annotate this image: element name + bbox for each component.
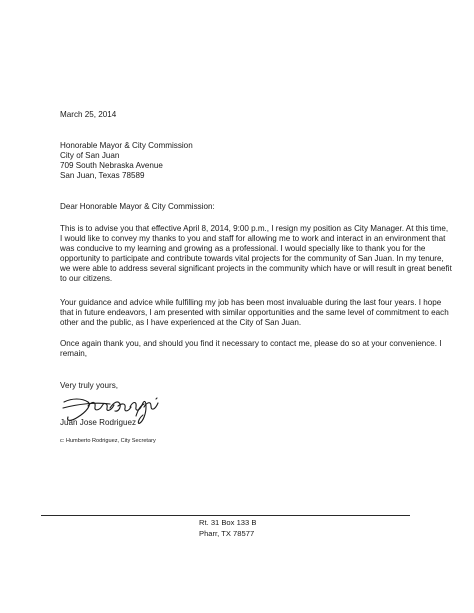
recipient-line: City of San Juan: [60, 151, 120, 160]
footer-address-line-2: Pharr, TX 78577: [199, 529, 255, 538]
cc-line: c: Humberto Rodriguez, City Secretary: [60, 438, 156, 444]
letter-date: March 25, 2014: [60, 110, 117, 119]
recipient-line: San Juan, Texas 78589: [60, 171, 145, 180]
paragraph-line: Once again thank you, and should you find it necessary to contact me, please do so at your convenience. I: [60, 339, 442, 348]
paragraph-line: that in future endeavors, I am presented with similar opportunities and the same level of commitment to each: [60, 308, 449, 317]
recipient-address: [60, 141, 432, 181]
paragraph-line: we were able to address several significant projects in the community which have or will result in great benefit: [60, 264, 452, 273]
closing: Very truly yours,: [60, 381, 119, 390]
footer-divider: [41, 515, 410, 516]
salutation: Dear Honorable Mayor & City Commission:: [60, 202, 215, 211]
paragraph-line: was conducive to my learning and growing as a professional. I would specially like to thank you for the: [60, 244, 426, 253]
paragraph-line: to our citizens.: [60, 274, 113, 283]
recipient-line: 709 South Nebraska Avenue: [60, 161, 163, 170]
paragraph-line: opportunity to participate and contribute towards vital projects for the community of San Juan. In my tenure,: [60, 254, 444, 263]
paragraph-line: This is to advise you that effective April 8, 2014, 9:00 p.m., I resign my position as City Manager. At this time,: [60, 224, 449, 233]
paragraph-line: other and the public, as I have experienced at the City of San Juan.: [60, 318, 302, 327]
body-paragraph-2: [60, 298, 449, 328]
signer-name: Juan Jose Rodriguez: [60, 418, 137, 427]
recipient-line: Honorable Mayor & City Commission: [60, 141, 193, 150]
footer-address-line-1: Rt. 31 Box 133 B: [199, 518, 257, 527]
body-paragraph-3: [60, 339, 442, 359]
body-paragraph-1: [60, 224, 452, 284]
paragraph-line: Your guidance and advice while fulfilling my job has been most invaluable during the last four years. I hope: [60, 298, 442, 307]
paragraph-line: I would like to convey my thanks to you and staff for allowing me to work and interact in an environment that: [60, 234, 446, 243]
paragraph-line: remain,: [60, 349, 87, 358]
